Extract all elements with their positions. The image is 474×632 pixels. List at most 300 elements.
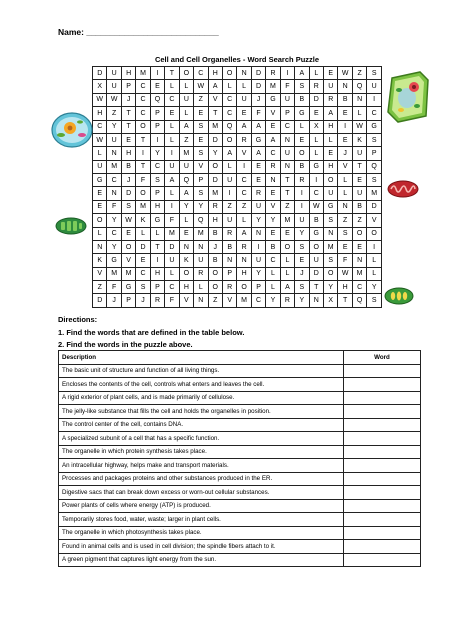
grid-letter[interactable]: H xyxy=(121,67,135,80)
grid-letter[interactable]: Q xyxy=(352,294,366,308)
grid-letter[interactable]: Z xyxy=(237,200,251,213)
grid-letter[interactable]: L xyxy=(179,214,193,227)
grid-letter[interactable]: C xyxy=(309,187,323,200)
grid-letter[interactable]: R xyxy=(266,67,280,80)
grid-letter[interactable]: D xyxy=(367,200,382,213)
grid-letter[interactable]: N xyxy=(194,240,208,253)
grid-letter[interactable]: R xyxy=(237,133,251,146)
grid-letter[interactable]: I xyxy=(165,147,179,160)
grid-letter[interactable]: P xyxy=(121,80,135,93)
grid-letter[interactable]: C xyxy=(251,294,265,308)
grid-letter[interactable]: I xyxy=(295,200,309,213)
grid-letter[interactable]: J xyxy=(338,147,352,160)
grid-letter[interactable]: E xyxy=(266,187,280,200)
grid-letter[interactable]: Y xyxy=(295,227,309,240)
grid-letter[interactable]: U xyxy=(367,80,382,93)
grid-letter[interactable]: V xyxy=(121,254,135,267)
grid-letter[interactable]: V xyxy=(93,267,107,280)
grid-letter[interactable]: R xyxy=(266,160,280,173)
grid-letter[interactable]: M xyxy=(165,227,179,240)
grid-letter[interactable]: E xyxy=(309,107,323,120)
grid-letter[interactable]: W xyxy=(121,214,135,227)
grid-letter[interactable]: M xyxy=(179,147,193,160)
grid-letter[interactable]: C xyxy=(237,187,251,200)
grid-letter[interactable]: E xyxy=(194,133,208,146)
grid-letter[interactable]: T xyxy=(121,120,135,133)
grid-letter[interactable]: E xyxy=(93,200,107,213)
grid-letter[interactable]: Z xyxy=(179,133,193,146)
grid-letter[interactable]: E xyxy=(266,120,280,133)
grid-letter[interactable]: Z xyxy=(208,294,222,308)
grid-letter[interactable]: O xyxy=(309,240,323,253)
grid-letter[interactable]: R xyxy=(208,200,222,213)
grid-letter[interactable]: F xyxy=(165,294,179,308)
grid-letter[interactable]: M xyxy=(208,120,222,133)
grid-letter[interactable]: Q xyxy=(352,80,366,93)
grid-letter[interactable]: I xyxy=(280,67,294,80)
grid-letter[interactable]: Q xyxy=(194,214,208,227)
grid-letter[interactable]: D xyxy=(165,240,179,253)
grid-letter[interactable]: N xyxy=(280,160,294,173)
grid-letter[interactable]: L xyxy=(309,133,323,146)
grid-letter[interactable]: V xyxy=(208,93,222,106)
grid-letter[interactable]: N xyxy=(107,147,121,160)
grid-letter[interactable]: E xyxy=(324,67,338,80)
grid-letter[interactable]: V xyxy=(266,200,280,213)
grid-letter[interactable]: U xyxy=(309,254,323,267)
word-answer-cell[interactable] xyxy=(344,499,421,513)
word-answer-cell[interactable] xyxy=(344,513,421,527)
grid-letter[interactable]: N xyxy=(93,240,107,253)
grid-letter[interactable]: Z xyxy=(93,281,107,294)
grid-letter[interactable]: I xyxy=(222,187,236,200)
grid-letter[interactable]: O xyxy=(352,227,366,240)
grid-letter[interactable]: D xyxy=(309,93,323,106)
grid-letter[interactable]: C xyxy=(165,93,179,106)
grid-letter[interactable]: H xyxy=(121,147,135,160)
grid-letter[interactable]: M xyxy=(121,267,135,280)
grid-letter[interactable]: O xyxy=(179,67,193,80)
grid-letter[interactable]: U xyxy=(222,174,236,187)
grid-letter[interactable]: E xyxy=(338,107,352,120)
grid-letter[interactable]: O xyxy=(222,133,236,146)
grid-letter[interactable]: J xyxy=(295,267,309,280)
grid-letter[interactable]: W xyxy=(309,200,323,213)
grid-letter[interactable]: G xyxy=(93,174,107,187)
grid-letter[interactable]: E xyxy=(165,107,179,120)
grid-letter[interactable]: E xyxy=(280,227,294,240)
grid-letter[interactable]: O xyxy=(280,240,294,253)
grid-letter[interactable]: O xyxy=(367,227,382,240)
grid-letter[interactable]: L xyxy=(295,120,309,133)
grid-letter[interactable]: J xyxy=(121,93,135,106)
grid-letter[interactable]: Y xyxy=(367,281,382,294)
grid-letter[interactable]: Y xyxy=(194,200,208,213)
grid-letter[interactable]: Y xyxy=(251,214,265,227)
grid-letter[interactable]: Y xyxy=(107,120,121,133)
word-answer-cell[interactable] xyxy=(344,472,421,486)
grid-letter[interactable]: V xyxy=(266,107,280,120)
grid-letter[interactable]: U xyxy=(237,93,251,106)
grid-letter[interactable]: N xyxy=(324,227,338,240)
grid-letter[interactable]: M xyxy=(107,267,121,280)
grid-letter[interactable]: U xyxy=(324,80,338,93)
grid-letter[interactable]: I xyxy=(251,240,265,253)
grid-letter[interactable]: G xyxy=(324,200,338,213)
grid-letter[interactable]: A xyxy=(266,133,280,146)
grid-letter[interactable]: J xyxy=(251,93,265,106)
grid-letter[interactable]: S xyxy=(295,80,309,93)
grid-letter[interactable]: C xyxy=(150,160,164,173)
grid-letter[interactable]: H xyxy=(93,107,107,120)
grid-letter[interactable]: O xyxy=(295,147,309,160)
grid-letter[interactable]: S xyxy=(367,174,382,187)
grid-letter[interactable]: L xyxy=(309,67,323,80)
grid-letter[interactable]: B xyxy=(208,254,222,267)
grid-letter[interactable]: G xyxy=(251,133,265,146)
grid-letter[interactable]: N xyxy=(309,294,323,308)
grid-letter[interactable]: C xyxy=(93,120,107,133)
grid-letter[interactable]: R xyxy=(150,294,164,308)
grid-letter[interactable]: W xyxy=(93,93,107,106)
grid-letter[interactable]: U xyxy=(251,254,265,267)
grid-letter[interactable]: L xyxy=(179,107,193,120)
grid-letter[interactable]: N xyxy=(338,80,352,93)
grid-letter[interactable]: E xyxy=(352,174,366,187)
grid-letter[interactable]: G xyxy=(367,120,382,133)
word-answer-cell[interactable] xyxy=(344,540,421,554)
grid-letter[interactable]: M xyxy=(266,80,280,93)
grid-letter[interactable]: O xyxy=(136,120,150,133)
grid-letter[interactable]: K xyxy=(352,133,366,146)
grid-letter[interactable]: M xyxy=(367,187,382,200)
grid-letter[interactable]: I xyxy=(309,174,323,187)
grid-letter[interactable]: L xyxy=(93,227,107,240)
grid-letter[interactable]: T xyxy=(338,294,352,308)
grid-letter[interactable]: U xyxy=(280,147,294,160)
grid-letter[interactable]: Y xyxy=(266,214,280,227)
grid-letter[interactable]: E xyxy=(194,107,208,120)
grid-letter[interactable]: L xyxy=(338,174,352,187)
grid-letter[interactable]: S xyxy=(150,174,164,187)
grid-letter[interactable]: F xyxy=(107,200,121,213)
grid-letter[interactable]: E xyxy=(295,133,309,146)
grid-letter[interactable]: N xyxy=(107,187,121,200)
grid-letter[interactable]: C xyxy=(107,174,121,187)
grid-letter[interactable]: J xyxy=(107,294,121,308)
grid-letter[interactable]: N xyxy=(352,254,366,267)
grid-letter[interactable]: S xyxy=(194,187,208,200)
grid-letter[interactable]: L xyxy=(165,187,179,200)
grid-letter[interactable]: Y xyxy=(324,281,338,294)
grid-letter[interactable]: M xyxy=(136,200,150,213)
grid-letter[interactable]: F xyxy=(136,174,150,187)
grid-letter[interactable]: A xyxy=(237,120,251,133)
grid-letter[interactable]: F xyxy=(338,254,352,267)
grid-letter[interactable]: T xyxy=(280,174,294,187)
grid-letter[interactable]: B xyxy=(352,200,366,213)
grid-letter[interactable]: L xyxy=(352,107,366,120)
grid-letter[interactable]: S xyxy=(367,294,382,308)
grid-letter[interactable]: L xyxy=(367,254,382,267)
grid-letter[interactable]: W xyxy=(93,133,107,146)
grid-letter[interactable]: U xyxy=(107,67,121,80)
grid-letter[interactable]: E xyxy=(237,107,251,120)
grid-letter[interactable]: C xyxy=(165,281,179,294)
grid-letter[interactable]: H xyxy=(324,120,338,133)
grid-letter[interactable]: W xyxy=(338,267,352,280)
grid-letter[interactable]: F xyxy=(165,214,179,227)
grid-letter[interactable]: N xyxy=(179,240,193,253)
word-answer-cell[interactable] xyxy=(344,526,421,540)
grid-letter[interactable]: E xyxy=(352,240,366,253)
grid-letter[interactable]: P xyxy=(222,267,236,280)
grid-letter[interactable]: N xyxy=(237,67,251,80)
grid-letter[interactable]: Z xyxy=(280,200,294,213)
grid-letter[interactable]: B xyxy=(338,93,352,106)
grid-letter[interactable]: R xyxy=(280,294,294,308)
grid-letter[interactable]: G xyxy=(309,227,323,240)
grid-letter[interactable]: G xyxy=(107,254,121,267)
grid-letter[interactable]: M xyxy=(352,267,366,280)
grid-letter[interactable]: S xyxy=(136,281,150,294)
grid-letter[interactable]: O xyxy=(136,187,150,200)
grid-letter[interactable]: C xyxy=(352,281,366,294)
grid-letter[interactable]: U xyxy=(179,160,193,173)
grid-letter[interactable]: G xyxy=(121,281,135,294)
grid-letter[interactable]: H xyxy=(324,160,338,173)
grid-letter[interactable]: G xyxy=(150,214,164,227)
grid-letter[interactable]: D xyxy=(93,67,107,80)
grid-letter[interactable]: S xyxy=(367,67,382,80)
grid-letter[interactable]: V xyxy=(222,294,236,308)
grid-letter[interactable]: E xyxy=(251,160,265,173)
grid-letter[interactable]: U xyxy=(251,200,265,213)
grid-letter[interactable]: R xyxy=(295,174,309,187)
grid-letter[interactable]: W xyxy=(194,80,208,93)
grid-letter[interactable]: A xyxy=(165,174,179,187)
grid-letter[interactable]: O xyxy=(222,67,236,80)
grid-letter[interactable]: C xyxy=(136,267,150,280)
grid-letter[interactable]: Z xyxy=(352,214,366,227)
grid-letter[interactable]: L xyxy=(309,147,323,160)
grid-letter[interactable]: U xyxy=(222,214,236,227)
grid-letter[interactable]: U xyxy=(280,93,294,106)
grid-letter[interactable]: F xyxy=(280,80,294,93)
grid-letter[interactable]: I xyxy=(150,254,164,267)
grid-letter[interactable]: H xyxy=(208,214,222,227)
grid-letter[interactable]: M xyxy=(194,227,208,240)
grid-letter[interactable]: Z xyxy=(338,214,352,227)
grid-letter[interactable]: H xyxy=(179,281,193,294)
grid-letter[interactable]: M xyxy=(324,240,338,253)
grid-letter[interactable]: N xyxy=(237,254,251,267)
grid-letter[interactable]: C xyxy=(266,147,280,160)
grid-letter[interactable]: B xyxy=(295,93,309,106)
grid-letter[interactable]: P xyxy=(251,281,265,294)
grid-letter[interactable]: L xyxy=(266,281,280,294)
grid-letter[interactable]: T xyxy=(136,160,150,173)
grid-letter[interactable]: B xyxy=(222,240,236,253)
word-answer-cell[interactable] xyxy=(344,432,421,446)
grid-letter[interactable]: T xyxy=(121,107,135,120)
grid-letter[interactable]: N xyxy=(352,93,366,106)
grid-letter[interactable]: N xyxy=(338,200,352,213)
grid-letter[interactable]: T xyxy=(165,67,179,80)
grid-letter[interactable]: I xyxy=(367,93,382,106)
grid-letter[interactable]: O xyxy=(179,267,193,280)
grid-letter[interactable]: I xyxy=(136,147,150,160)
grid-letter[interactable]: L xyxy=(324,133,338,146)
word-answer-cell[interactable] xyxy=(344,418,421,432)
grid-letter[interactable]: Q xyxy=(150,93,164,106)
grid-letter[interactable]: U xyxy=(165,160,179,173)
grid-letter[interactable]: P xyxy=(121,294,135,308)
grid-letter[interactable]: L xyxy=(280,254,294,267)
grid-letter[interactable]: E xyxy=(295,254,309,267)
grid-letter[interactable]: J xyxy=(121,174,135,187)
grid-letter[interactable]: T xyxy=(208,107,222,120)
grid-letter[interactable]: Q xyxy=(222,120,236,133)
grid-letter[interactable]: G xyxy=(309,160,323,173)
grid-letter[interactable]: I xyxy=(150,133,164,146)
grid-letter[interactable]: J xyxy=(208,240,222,253)
grid-letter[interactable]: D xyxy=(136,240,150,253)
grid-letter[interactable]: T xyxy=(150,240,164,253)
grid-letter[interactable]: I xyxy=(367,240,382,253)
grid-letter[interactable]: R xyxy=(251,187,265,200)
grid-letter[interactable]: A xyxy=(208,80,222,93)
grid-letter[interactable]: C xyxy=(136,93,150,106)
grid-letter[interactable]: E xyxy=(121,227,135,240)
grid-letter[interactable]: S xyxy=(194,120,208,133)
grid-letter[interactable]: E xyxy=(136,254,150,267)
grid-letter[interactable]: E xyxy=(338,133,352,146)
grid-letter[interactable]: I xyxy=(150,67,164,80)
grid-letter[interactable]: D xyxy=(208,133,222,146)
grid-letter[interactable]: C xyxy=(222,107,236,120)
grid-letter[interactable]: N xyxy=(280,133,294,146)
grid-letter[interactable]: I xyxy=(165,200,179,213)
grid-letter[interactable]: S xyxy=(338,227,352,240)
grid-letter[interactable]: X xyxy=(324,294,338,308)
grid-letter[interactable]: U xyxy=(179,93,193,106)
grid-letter[interactable]: N xyxy=(194,294,208,308)
grid-letter[interactable]: U xyxy=(107,133,121,146)
grid-letter[interactable]: A xyxy=(280,281,294,294)
grid-letter[interactable]: N xyxy=(251,227,265,240)
grid-letter[interactable]: O xyxy=(324,267,338,280)
grid-letter[interactable]: T xyxy=(309,281,323,294)
grid-letter[interactable]: U xyxy=(107,80,121,93)
grid-letter[interactable]: U xyxy=(324,187,338,200)
grid-letter[interactable]: L xyxy=(338,187,352,200)
grid-letter[interactable]: C xyxy=(194,67,208,80)
grid-letter[interactable]: B xyxy=(121,160,135,173)
grid-letter[interactable]: H xyxy=(338,281,352,294)
grid-letter[interactable]: W xyxy=(338,67,352,80)
grid-letter[interactable]: C xyxy=(266,254,280,267)
grid-letter[interactable]: A xyxy=(251,120,265,133)
grid-letter[interactable]: S xyxy=(121,200,135,213)
grid-letter[interactable]: P xyxy=(280,107,294,120)
grid-letter[interactable]: L xyxy=(367,267,382,280)
grid-letter[interactable]: J xyxy=(136,294,150,308)
grid-letter[interactable]: D xyxy=(208,174,222,187)
grid-letter[interactable]: M xyxy=(208,187,222,200)
grid-letter[interactable]: A xyxy=(295,67,309,80)
grid-letter[interactable]: I xyxy=(295,187,309,200)
grid-letter[interactable]: I xyxy=(237,160,251,173)
grid-letter[interactable]: T xyxy=(352,160,366,173)
grid-letter[interactable]: S xyxy=(295,281,309,294)
grid-letter[interactable]: Y xyxy=(179,200,193,213)
grid-letter[interactable]: C xyxy=(222,93,236,106)
grid-letter[interactable]: F xyxy=(107,281,121,294)
grid-letter[interactable]: Q xyxy=(367,160,382,173)
grid-letter[interactable]: M xyxy=(280,214,294,227)
grid-letter[interactable]: L xyxy=(165,267,179,280)
grid-letter[interactable]: V xyxy=(237,147,251,160)
grid-letter[interactable]: T xyxy=(136,133,150,146)
grid-letter[interactable]: P xyxy=(150,107,164,120)
grid-letter[interactable]: B xyxy=(266,240,280,253)
grid-letter[interactable]: H xyxy=(150,200,164,213)
grid-letter[interactable]: L xyxy=(222,80,236,93)
grid-letter[interactable]: N xyxy=(222,254,236,267)
grid-letter[interactable]: W xyxy=(352,120,366,133)
grid-letter[interactable]: S xyxy=(194,147,208,160)
grid-letter[interactable]: Z xyxy=(194,93,208,106)
grid-letter[interactable]: D xyxy=(121,187,135,200)
grid-letter[interactable]: E xyxy=(266,227,280,240)
grid-letter[interactable]: O xyxy=(208,281,222,294)
grid-letter[interactable]: E xyxy=(324,147,338,160)
grid-letter[interactable]: M xyxy=(237,294,251,308)
grid-letter[interactable]: P xyxy=(194,174,208,187)
grid-letter[interactable]: Z xyxy=(222,200,236,213)
grid-letter[interactable]: H xyxy=(208,67,222,80)
word-answer-cell[interactable] xyxy=(344,405,421,419)
grid-letter[interactable]: M xyxy=(107,160,121,173)
grid-letter[interactable]: L xyxy=(136,227,150,240)
grid-letter[interactable]: H xyxy=(237,267,251,280)
word-answer-cell[interactable] xyxy=(344,364,421,378)
word-answer-cell[interactable] xyxy=(344,486,421,500)
grid-letter[interactable]: V xyxy=(194,160,208,173)
grid-letter[interactable]: L xyxy=(237,80,251,93)
grid-letter[interactable]: K xyxy=(136,214,150,227)
grid-letter[interactable]: C xyxy=(107,227,121,240)
grid-letter[interactable]: Y xyxy=(150,147,164,160)
grid-letter[interactable]: S xyxy=(324,254,338,267)
grid-letter[interactable]: Y xyxy=(295,294,309,308)
grid-letter[interactable]: C xyxy=(367,107,382,120)
grid-letter[interactable]: A xyxy=(179,120,193,133)
grid-letter[interactable]: F xyxy=(251,107,265,120)
grid-letter[interactable]: D xyxy=(309,267,323,280)
grid-letter[interactable]: Z xyxy=(352,67,366,80)
grid-letter[interactable]: A xyxy=(222,147,236,160)
grid-letter[interactable]: A xyxy=(237,227,251,240)
grid-letter[interactable]: L xyxy=(194,281,208,294)
grid-letter[interactable]: Q xyxy=(179,174,193,187)
word-answer-cell[interactable] xyxy=(344,553,421,567)
grid-letter[interactable]: A xyxy=(251,147,265,160)
grid-letter[interactable]: K xyxy=(179,254,193,267)
grid-letter[interactable]: U xyxy=(295,214,309,227)
grid-letter[interactable]: L xyxy=(237,214,251,227)
